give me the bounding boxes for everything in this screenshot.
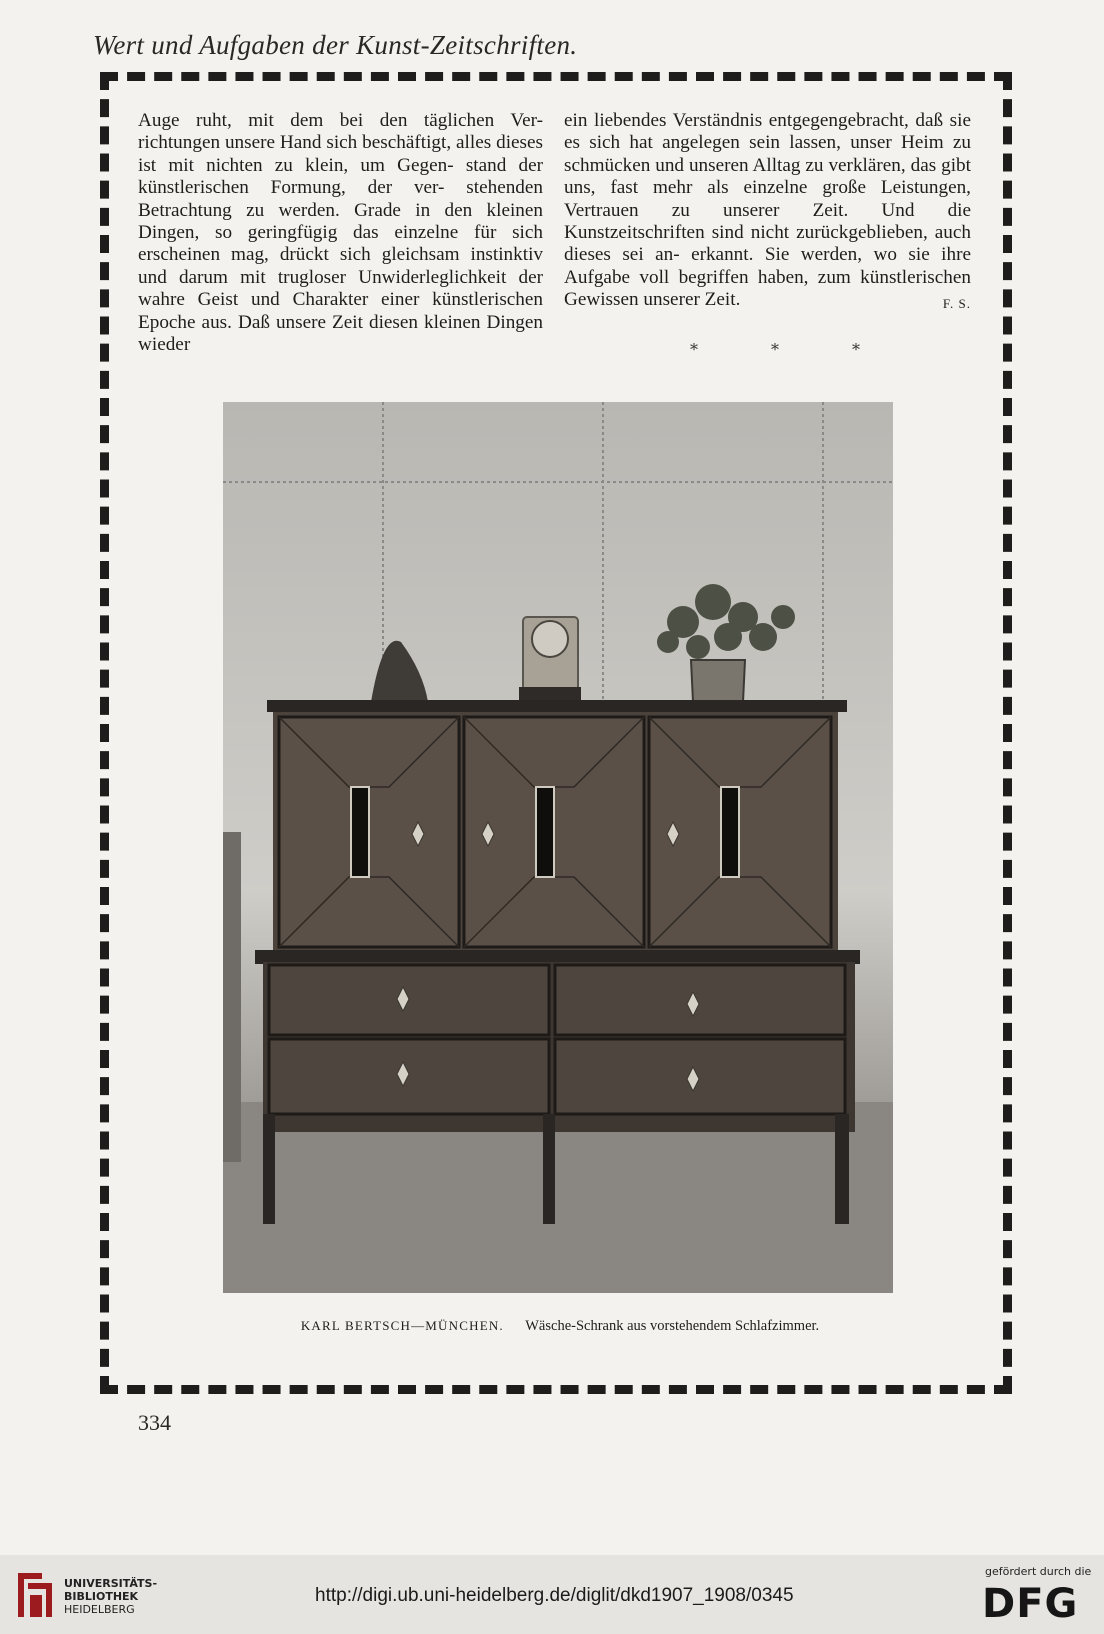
text-column-right <box>564 110 971 316</box>
text-line: daß sie es sich hat angelegen sein lassen, <box>564 110 971 154</box>
text-line: unserer Zeit. Und die Kunstzeitschriften sind <box>564 199 972 244</box>
text-line: stehenden Betrachtung zu werden. Grade in <box>138 177 544 221</box>
text-line: nicht zurückgeblieben, auch dieses sei an- <box>564 222 972 266</box>
text-line: Unwiderleglichkeit der wahre Geist und <box>138 266 543 311</box>
cabinet-illustration <box>223 402 893 1293</box>
library-line: BIBLIOTHEK <box>64 1590 139 1603</box>
text-line: Alltag zu verklären, das gibt uns, fast mehr <box>564 154 971 199</box>
text-line: Daß unsere Zeit diesen kleinen Dingen wieder <box>138 311 544 356</box>
text-line: als einzelne große Leistungen, Vertrauen zu <box>564 177 971 221</box>
text-line: Auge ruht, mit dem bei den täglichen Ver- <box>138 110 543 131</box>
text-line: einzelne für sich erscheinen mag, drückt sich <box>138 222 544 266</box>
text-line: Charakter einer künstlerischen Epoche aus. <box>138 289 544 333</box>
text-line: ein liebendes Verständnis entgegengebracht, <box>564 110 909 131</box>
text-line: voll begriffen haben, zum künstlerischen <box>639 266 971 288</box>
caption-text: Wäsche-Schrank aus vorstehendem Schlafzimmer. <box>525 1318 820 1334</box>
text-line: gleichsam instinktiv und darum mit trugloser <box>138 244 544 288</box>
library-line: HEIDELBERG <box>64 1603 135 1616</box>
text-line: erkannt. Sie werden, wo sie ihre Aufgabe <box>564 244 971 288</box>
page-number: 334 <box>138 1410 171 1435</box>
permalink[interactable]: http://digi.ub.uni-heidelberg.de/diglit/dkd1907_1908/0345 <box>315 1585 794 1606</box>
funding-label: gefördert durch die <box>985 1565 1092 1578</box>
text-line: stand der künstlerischen Formung, der ver- <box>138 154 544 199</box>
text-line: Gewissen unserer Zeit. <box>564 289 741 311</box>
ub-heidelberg-logo-icon <box>12 1567 58 1623</box>
library-line: UNIVERSITÄTS- <box>64 1577 158 1590</box>
running-head: Wert und Aufgaben der Kunst-Zeitschriften. <box>93 30 578 60</box>
text-column-left <box>138 110 543 356</box>
asterisk: * <box>690 340 698 359</box>
figure-caption <box>250 1318 870 1335</box>
asterisk: * <box>771 340 779 359</box>
paragraph-right <box>564 110 971 312</box>
asterisk: * <box>852 340 860 359</box>
author-signature: F. S. <box>942 296 971 312</box>
dfg-logo: DFG <box>982 1581 1079 1627</box>
cabinet-photograph <box>223 402 893 1293</box>
digitization-footer <box>0 1555 1104 1634</box>
library-name <box>64 1577 157 1616</box>
text-line: unser Heim zu schmücken und unseren <box>564 132 971 176</box>
text-line: den kleinen Dingen, so geringfügig das <box>138 199 543 244</box>
section-asterisks <box>690 340 860 359</box>
paragraph-left <box>138 110 543 356</box>
text-line: richtungen unsere Hand sich beschäftigt, alles <box>138 132 492 154</box>
caption-author: KARL BERTSCH—MÜNCHEN. <box>300 1318 504 1333</box>
text-line: dieses ist mit nichten zu klein, um Gegen- <box>138 132 543 176</box>
